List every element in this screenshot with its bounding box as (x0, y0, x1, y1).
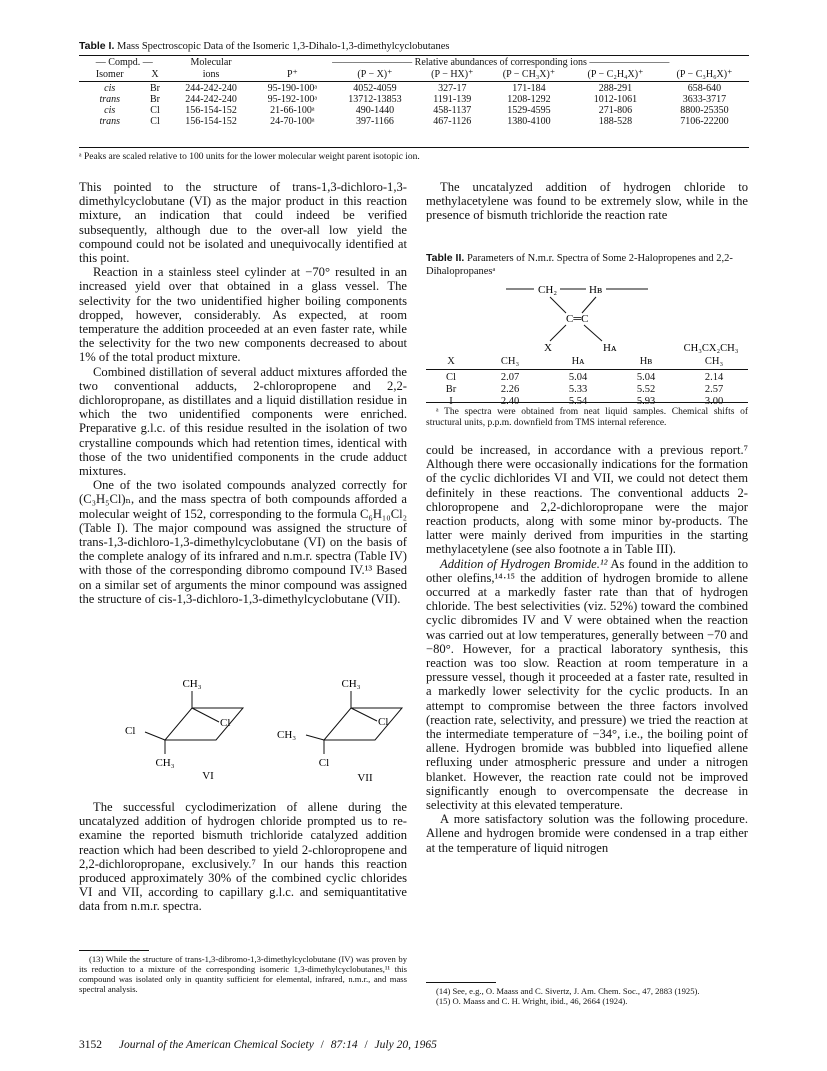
table-cell: 171-184 (512, 83, 546, 94)
table-cell: 458-1137 (433, 105, 472, 116)
journal-name: Journal of the American Chemical Society (118, 1039, 314, 1051)
vi-cl-left: Cl (125, 725, 136, 737)
table-cell: Br (150, 94, 160, 105)
vi-ch3-bottom: CH₃ (155, 757, 175, 769)
paragraph-text: As found in the addition to other olefins,¹⁴·¹⁵ the addition of hydrogen bromide to allene occurred at a markedly faster rate than that of hydrogen chloride. The best selectivities (viz. 52%) toward the combined cyclic dibromides IV and V were obtained when the reaction was carried out at low temperatures, generally between −70 and −80°. However, for a practical laboratory synthesis, this reaction was too slow. Reaction at room temperature in a pressure vessel, though it proceeded at a faster rate, resulted in a markedly lower selectivity for the cyclic products. In an attempt to compromise between the three factors involved (reaction rate, selectivity, and pressure) we tried the reaction at the intermediate temperature of −34°, i.e., the boiling point of allene. Hydrogen bromide was bubbled into liquefied allene refluxing under atmospheric pressure and under a nitrogen blanket. However, the reaction rate could not be improved significantly enough to overcompensate the decrease in selectivity at this elevated temperature. (426, 556, 748, 813)
page-number: 3152 (79, 1039, 102, 1051)
struct-hb: Hʙ (589, 284, 603, 296)
table-row (79, 83, 749, 94)
table-row (426, 395, 748, 407)
left-column-text (79, 180, 407, 606)
table-cell: trans (99, 94, 120, 105)
table-cell: 2.07 (500, 371, 520, 383)
table-cell: Br (150, 83, 160, 94)
table1-col-header: (P − C₂H₄X)⁺ (587, 68, 644, 80)
table1-footnote: ᵃ Peaks are scaled relative to 100 units for the lower molecular weight parent isotopic ion. (79, 152, 420, 162)
table1-header-x: X (151, 68, 159, 80)
table2-head-ch3: CH₃ (500, 355, 520, 367)
paragraph: The uncatalyzed addition of hydrogen chloride to methylacetylene was found to be extremely slow, while in the presence of bismuth trichloride the reaction rate (426, 180, 748, 223)
table-cell: 1012-1061 (593, 94, 638, 105)
table1-header-compd: — Compd. — (95, 56, 153, 68)
table-cell: 3.00 (704, 395, 724, 407)
paragraph: One of the two isolated compounds analyzed correctly for (C₃H₅Cl)ₙ, and the mass spectra of both compounds afforded a molecular weight of 152, corresponding to the formula C₆H₁₀Cl₂ (Table I). The major compound was assigned the structure of trans-1,3-dichloro-1,3-dimethylcyclobutane (VI) on the basis of the complete analogy of its infrared and n.m.r. spectra (Table IV) with those of the corresponding dibromo compound IV.¹³ Based on a similar set of arguments the minor compound was assigned the structure of cis-1,3-dichloro-1,3-dimethylcyclobutane (VII). (79, 478, 407, 606)
table-cell: 271-806 (598, 105, 633, 116)
table-cell: 3633-3717 (682, 94, 727, 105)
table-cell: 244-242-240 (185, 94, 237, 105)
paragraph: The successful cyclodimerization of allene during the uncatalyzed addition of hydrogen chloride prompted us to re-examine the reported bismuth trichloride catalyzed addition reaction which had been described to yield 2-chloropropene and 2,2-dichloropropane, exclusively.⁷ In our hands this reaction produced approximately 30% of the combined cyclic chlorides VI and VII, according to capillary g.l.c. and semiquantitative data from n.m.r. spectra. (79, 800, 407, 914)
table-cell: 156-154-152 (185, 116, 237, 127)
table-cell: I (449, 395, 453, 407)
table-cell: 658-640 (687, 83, 722, 94)
table-cell: cis (104, 83, 116, 94)
table1 (79, 56, 749, 127)
footnote-text: (13) While the structure of trans-1,3-dibromo-1,3-dimethylcyclobutane (IV) was proven by its reduction to a mixture of the corresponding isomeric 1,3-dimethylcyclobutanes,¹¹ this compound was isolated only in quantity sufficient for elemental, infrared, n.m.r., and mass spectral analysis. (79, 954, 407, 994)
structure-vi (125, 678, 243, 782)
page-footer: 3152 Journal of the American Chemical Society / 87:14 / July 20, 1965 (79, 1039, 437, 1051)
footnote-14: (14) See, e.g., O. Maass and C. Sivertz, J. Am. Chem. Soc., 47, 2883 (1925). (436, 986, 700, 996)
footnote-13 (79, 954, 407, 994)
volume: 87:14 (330, 1039, 358, 1051)
table-cell: 2.40 (500, 395, 520, 407)
table-cell: 490-1440 (355, 105, 395, 116)
struct-ch2: CH₂ (538, 284, 558, 296)
table-cell: cis (104, 105, 116, 116)
propene-structure (426, 281, 748, 359)
vii-ch3-top: CH₃ (341, 678, 361, 690)
table-row (79, 116, 749, 127)
table-cell: 5.93 (636, 395, 656, 407)
issue-date: July 20, 1965 (374, 1039, 437, 1051)
table-cell: 156-154-152 (185, 105, 237, 116)
footnotes-14-15 (426, 986, 748, 1006)
table-cell: 1191-139 (433, 94, 472, 105)
vii-cl-right: Cl (378, 716, 389, 728)
struct-x: X (544, 342, 552, 354)
table2-head-ha: Hᴀ (571, 355, 585, 367)
footnote-text: ᵃ The spectra were obtained from neat liquid samples. Chemical shifts of structural units, p.p.m. downfield from TMS internal reference. (426, 407, 748, 428)
table-cell: Br (445, 383, 457, 395)
vi-label: VI (202, 770, 214, 782)
table2-head-last: CH₃ (704, 355, 724, 367)
table-cell: 5.04 (636, 371, 656, 383)
footnote-15: (15) O. Maass and C. H. Wright, ibid., 46, 2664 (1924). (436, 996, 628, 1006)
table-cell: 4052-4059 (353, 83, 397, 94)
table-cell: 2.26 (500, 383, 520, 395)
table-cell: 1380-4100 (507, 116, 551, 127)
table-cell: 5.52 (636, 383, 656, 395)
table-cell: 397-1166 (355, 116, 394, 127)
table1-caption-text: Mass Spectroscopic Data of the Isomeric 1,3-Dihalo-1,3-dimethylcyclobutanes (117, 41, 450, 52)
table1-caption-label: Table I. (79, 40, 115, 52)
vi-ch3-top: CH₃ (182, 678, 202, 690)
right-column-text-2 (426, 443, 748, 855)
table-row (79, 94, 749, 105)
table-cell: 244-242-240 (185, 83, 237, 94)
table1-col-header: (P − CH₃X)⁺ (502, 68, 556, 80)
vi-cl-right: Cl (220, 717, 231, 729)
table2-caption (426, 252, 748, 278)
table-cell: 7106-22200 (680, 116, 729, 127)
table2-bottom-rule (426, 402, 748, 403)
table-cell: 21-66-100ᵃ (270, 105, 315, 116)
table1-header-isomer: Isomer (95, 68, 124, 80)
left-column-text-2 (79, 800, 407, 914)
vii-cl-bottom: Cl (318, 757, 330, 769)
paragraph: Combined distillation of several adduct mixtures afforded the two conventional adducts, 2-chloropropene and 2,2-dichloropropane, as distillates and a liquid distillation residue in which the two unidentified components were enriched. Preparative g.l.c. of this residue resulted in the isolation of two crystalline compounds which had retention times, identical with those of the two unidentified components in the crude adduct mixtures. (79, 364, 407, 479)
table1-header-relative: ———————— Relative abundances of corresponding ions ———————— (332, 56, 670, 68)
vii-label: VII (357, 772, 373, 784)
table-cell: 5.54 (568, 395, 588, 407)
section-heading: Addition of Hydrogen Bromide.¹² (440, 556, 608, 571)
table1-bottom-rule (79, 147, 749, 148)
structure-vii (277, 678, 402, 784)
vii-ch3-left: CH₃ (277, 729, 297, 741)
paragraph: Reaction in a stainless steel cylinder at −70° resulted in an increased yield over that obtained in a glass vessel. The selectivity for the two unidentified higher boiling components dropped, however, considerably. As expected, at room temperature the addition proceeded at an even faster rate, while the selectivity for the two new components decreased to about 1% of the total product mixture. (79, 265, 407, 365)
table2-caption-label: Table II. (426, 252, 465, 264)
table-cell: 467-1126 (433, 116, 472, 127)
table2 (426, 355, 748, 407)
table-cell: 13712-13853 (348, 94, 402, 105)
right-column-text (426, 180, 748, 223)
table-cell: trans (99, 116, 120, 127)
table1-col-header: P⁺ (286, 68, 298, 80)
table-cell: 5.04 (568, 371, 588, 383)
table-cell: 5.33 (568, 383, 588, 395)
table-row (426, 383, 748, 395)
table-cell: Cl (150, 105, 160, 116)
table-cell: Cl (446, 371, 456, 383)
table-cell: 2.14 (704, 371, 724, 383)
table-cell: 24-70-100ᵃ (270, 116, 315, 127)
table1-col-header: (P − X)⁺ (357, 68, 393, 80)
table-cell: Cl (150, 116, 160, 127)
table1-caption (79, 40, 449, 52)
table1-col-header: (P − C₃H₆X)⁺ (676, 68, 733, 80)
paragraph: could be increased, in accordance with a previous report.⁷ Although there were occasionally indications for the formation of the cyclic dichlorides VI and VII, we could not detect them definitely in these reactions. The conventional adducts 2-chloropropene and 2,2-dichloropropane were the major reaction products, along with some minor by-products. The latter were mainly derived from impurities in the starting methylacetylene (see also footnote a in Table III). (426, 443, 748, 557)
table-cell: 95-192-100ᵃ (267, 94, 318, 105)
footnote-rule-right (426, 982, 496, 983)
table-cell: 2.57 (704, 383, 724, 395)
table-cell: 1208-1292 (507, 94, 551, 105)
cyclobutane-structures (79, 674, 407, 792)
footnote-rule (79, 950, 149, 951)
table1-col-header: (P − HX)⁺ (431, 68, 474, 80)
paragraph: This pointed to the structure of trans-1,3-dichloro-1,3-dimethylcyclobutane (VI) as the major product in this reaction mixture, an indication that could indeed be verified subsequently, although due to the over-all low yield the compound could not be isolated and unequivocally identified at this point. (79, 180, 407, 266)
table-cell: 95-190-100ᵃ (267, 83, 318, 94)
struct-ha: Hᴀ (603, 342, 617, 354)
paragraph: A more satisfactory solution was the following procedure. Allene and hydrogen bromide were condensed in a trap either at the temperature of liquid nitrogen (426, 812, 748, 855)
struct-head-last-top: CH₃CX₂CH₃ (683, 343, 739, 354)
table2-footnote (426, 407, 748, 429)
struct-cc: C═C (566, 313, 589, 325)
table1-header-molecular: Molecular (190, 56, 232, 68)
table-cell: 288-291 (598, 83, 633, 94)
table-row (79, 105, 749, 116)
table2-head-hb: Hʙ (639, 355, 653, 367)
table-cell: 1529-4595 (507, 105, 551, 116)
paragraph (426, 557, 748, 813)
table-cell: 188-528 (598, 116, 633, 127)
table2-caption-text: Parameters of N.m.r. Spectra of Some 2-Halopropenes and 2,2-Dihalopropanesᵃ (426, 253, 733, 277)
table-row (426, 371, 748, 383)
table2-head-x: X (447, 355, 455, 367)
table-cell: 327-17 (438, 83, 467, 94)
table1-header-ions: ions (202, 68, 220, 80)
table-cell: 8800-25350 (680, 105, 729, 116)
